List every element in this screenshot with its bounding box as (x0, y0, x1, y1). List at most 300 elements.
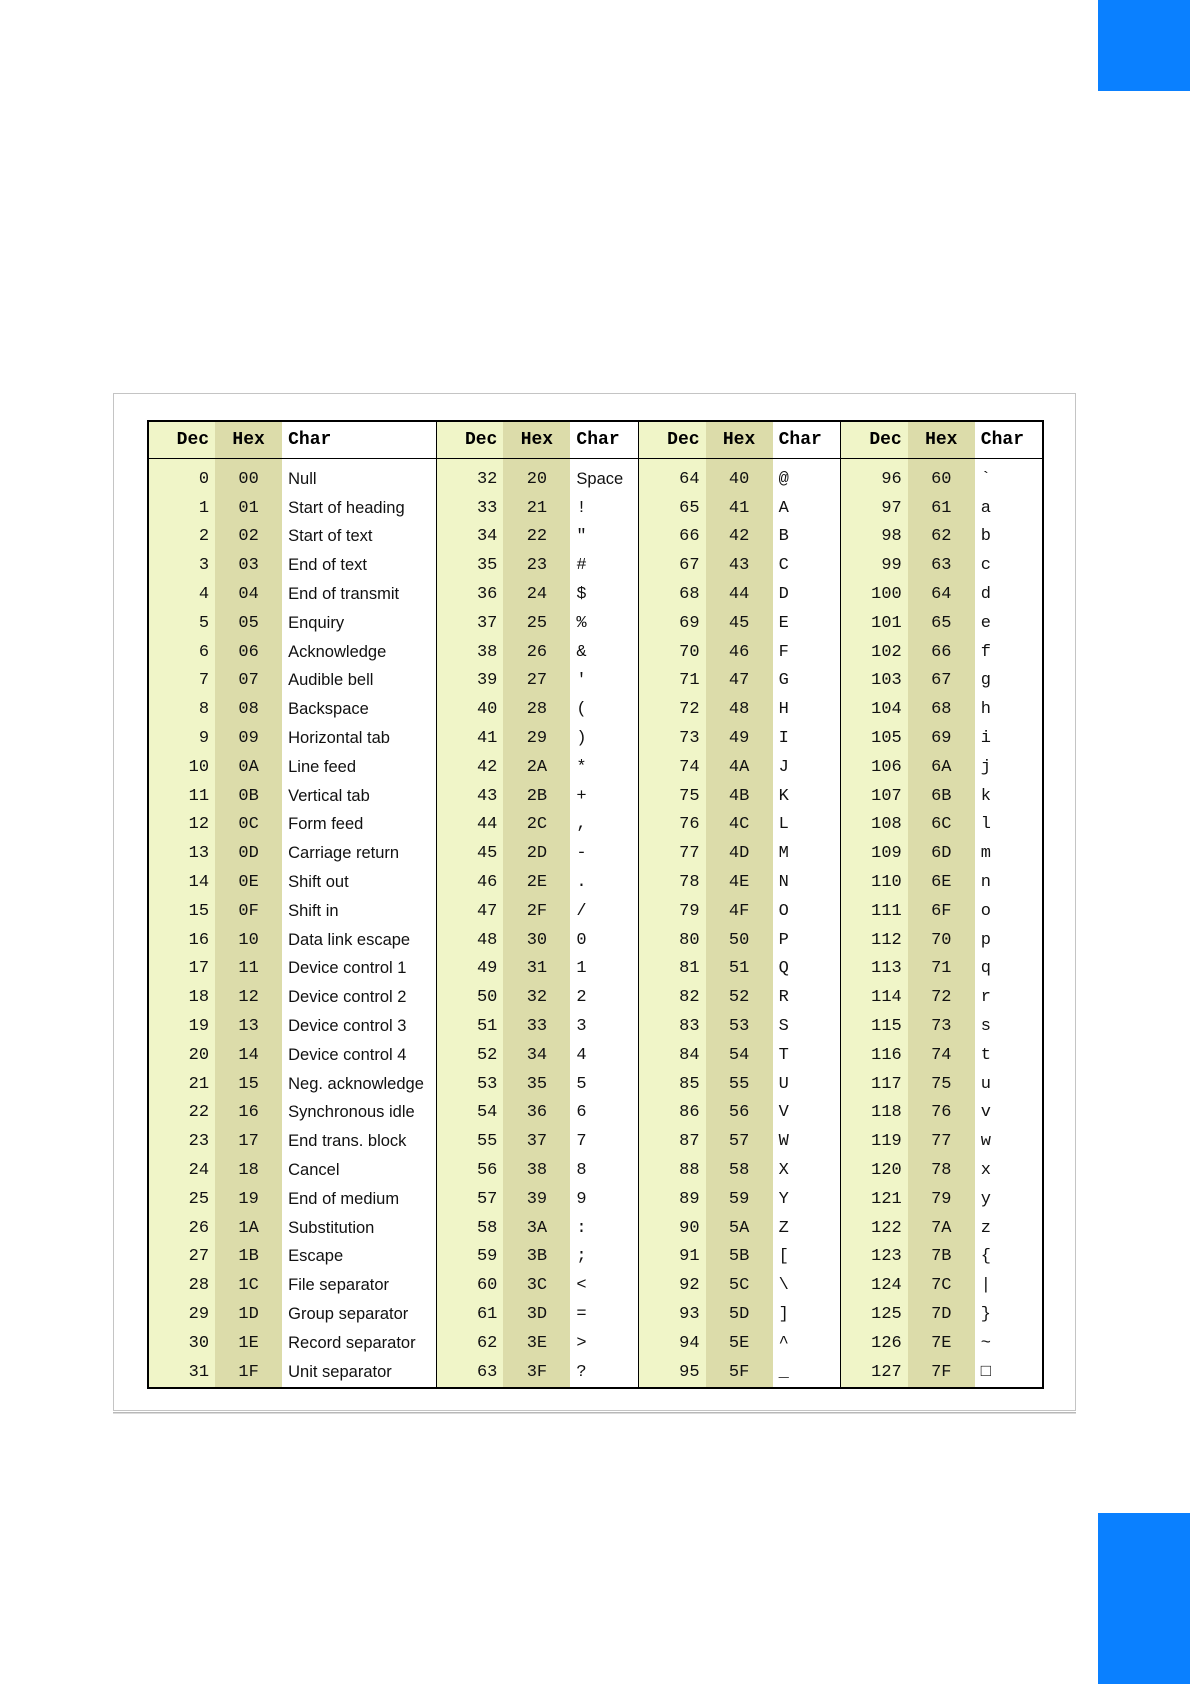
dec-cell: 10 (148, 753, 215, 782)
hex-cell: 38 (503, 1156, 570, 1185)
hex-cell: 5F (706, 1358, 773, 1388)
dec-cell: 91 (638, 1243, 705, 1272)
dec-cell: 106 (841, 753, 908, 782)
hex-cell: 00 (215, 459, 282, 494)
char-cell: , (570, 811, 638, 840)
dec-cell: 39 (436, 667, 503, 696)
dec-cell: 49 (436, 955, 503, 984)
dec-cell: 5 (148, 609, 215, 638)
hex-cell: 07 (215, 667, 282, 696)
table-row (148, 1127, 1043, 1156)
hex-cell: 2A (503, 753, 570, 782)
char-cell: Substitution (282, 1214, 436, 1243)
char-cell: n (975, 868, 1043, 897)
char-cell: Acknowledge (282, 638, 436, 667)
hex-cell: 4F (706, 897, 773, 926)
char-cell: \ (773, 1271, 841, 1300)
hex-cell: 4A (706, 753, 773, 782)
char-cell: Group separator (282, 1300, 436, 1329)
dec-cell: 44 (436, 811, 503, 840)
char-cell: x (975, 1156, 1043, 1185)
table-row (148, 983, 1043, 1012)
table-row (148, 1099, 1043, 1128)
table-row (148, 1070, 1043, 1099)
hex-cell: 1B (215, 1243, 282, 1272)
char-cell: T (773, 1041, 841, 1070)
dec-cell: 111 (841, 897, 908, 926)
table-row (148, 667, 1043, 696)
dec-cell: 103 (841, 667, 908, 696)
hex-cell: 77 (908, 1127, 975, 1156)
char-cell: o (975, 897, 1043, 926)
hex-cell: 7E (908, 1329, 975, 1358)
char-cell: 2 (570, 983, 638, 1012)
char-cell: Z (773, 1214, 841, 1243)
hex-cell: 39 (503, 1185, 570, 1214)
hex-cell: 43 (706, 551, 773, 580)
header-dec: Dec (436, 421, 503, 459)
char-cell: . (570, 868, 638, 897)
dec-cell: 86 (638, 1099, 705, 1128)
char-cell: Neg. acknowledge (282, 1070, 436, 1099)
header-dec: Dec (638, 421, 705, 459)
dec-cell: 70 (638, 638, 705, 667)
dec-cell: 107 (841, 782, 908, 811)
hex-cell: 1C (215, 1271, 282, 1300)
dec-cell: 75 (638, 782, 705, 811)
hex-cell: 40 (706, 459, 773, 494)
dec-cell: 12 (148, 811, 215, 840)
header-char: Char (975, 421, 1043, 459)
header-hex: Hex (503, 421, 570, 459)
char-cell: p (975, 926, 1043, 955)
hex-cell: 44 (706, 580, 773, 609)
char-cell: H (773, 695, 841, 724)
table-row (148, 1243, 1043, 1272)
hex-cell: 08 (215, 695, 282, 724)
dec-cell: 67 (638, 551, 705, 580)
hex-cell: 24 (503, 580, 570, 609)
hex-cell: 13 (215, 1012, 282, 1041)
dec-cell: 116 (841, 1041, 908, 1070)
hex-cell: 59 (706, 1185, 773, 1214)
hex-cell: 5D (706, 1300, 773, 1329)
char-cell: A (773, 494, 841, 523)
dec-cell: 36 (436, 580, 503, 609)
char-cell: Cancel (282, 1156, 436, 1185)
table-row (148, 753, 1043, 782)
char-cell: O (773, 897, 841, 926)
hex-cell: 52 (706, 983, 773, 1012)
hex-cell: 34 (503, 1041, 570, 1070)
dec-cell: 40 (436, 695, 503, 724)
char-cell: C (773, 551, 841, 580)
char-cell: Start of text (282, 523, 436, 552)
char-cell: Enquiry (282, 609, 436, 638)
char-cell: End of medium (282, 1185, 436, 1214)
char-cell: Data link escape (282, 926, 436, 955)
dec-cell: 89 (638, 1185, 705, 1214)
hex-cell: 1D (215, 1300, 282, 1329)
dec-cell: 78 (638, 868, 705, 897)
hex-cell: 35 (503, 1070, 570, 1099)
hex-cell: 2C (503, 811, 570, 840)
hex-cell: 33 (503, 1012, 570, 1041)
dec-cell: 84 (638, 1041, 705, 1070)
char-cell: f (975, 638, 1043, 667)
hex-cell: 2E (503, 868, 570, 897)
hex-cell: 12 (215, 983, 282, 1012)
dec-cell: 51 (436, 1012, 503, 1041)
char-cell: # (570, 551, 638, 580)
hex-cell: 49 (706, 724, 773, 753)
char-cell: q (975, 955, 1043, 984)
dec-cell: 32 (436, 459, 503, 494)
hex-cell: 0C (215, 811, 282, 840)
dec-cell: 64 (638, 459, 705, 494)
dec-cell: 42 (436, 753, 503, 782)
dec-cell: 27 (148, 1243, 215, 1272)
char-cell: Space (570, 459, 638, 494)
table-row (148, 494, 1043, 523)
page-tab-marker-bottom (1098, 1513, 1190, 1684)
hex-cell: 5B (706, 1243, 773, 1272)
dec-cell: 77 (638, 839, 705, 868)
char-cell: k (975, 782, 1043, 811)
dec-cell: 61 (436, 1300, 503, 1329)
char-cell: ! (570, 494, 638, 523)
hex-cell: 18 (215, 1156, 282, 1185)
dec-cell: 31 (148, 1358, 215, 1388)
char-cell: v (975, 1099, 1043, 1128)
dec-cell: 58 (436, 1214, 503, 1243)
char-cell: L (773, 811, 841, 840)
dec-cell: 53 (436, 1070, 503, 1099)
char-cell: Backspace (282, 695, 436, 724)
char-cell: Line feed (282, 753, 436, 782)
table-row (148, 580, 1043, 609)
char-cell: Unit separator (282, 1358, 436, 1388)
hex-cell: 70 (908, 926, 975, 955)
char-cell: z (975, 1214, 1043, 1243)
char-cell: > (570, 1329, 638, 1358)
table-row (148, 839, 1043, 868)
hex-cell: 0E (215, 868, 282, 897)
char-cell: M (773, 839, 841, 868)
dec-cell: 121 (841, 1185, 908, 1214)
char-cell: J (773, 753, 841, 782)
hex-cell: 5C (706, 1271, 773, 1300)
dec-cell: 66 (638, 523, 705, 552)
dec-cell: 115 (841, 1012, 908, 1041)
char-cell: : (570, 1214, 638, 1243)
hex-cell: 58 (706, 1156, 773, 1185)
dec-cell: 72 (638, 695, 705, 724)
hex-cell: 6F (908, 897, 975, 926)
char-cell: b (975, 523, 1043, 552)
table-row (148, 955, 1043, 984)
hex-cell: 5E (706, 1329, 773, 1358)
dec-cell: 3 (148, 551, 215, 580)
dec-cell: 97 (841, 494, 908, 523)
table-header-row (148, 421, 1043, 459)
char-cell: " (570, 523, 638, 552)
dec-cell: 117 (841, 1070, 908, 1099)
dec-cell: 105 (841, 724, 908, 753)
dec-cell: 24 (148, 1156, 215, 1185)
hex-cell: 14 (215, 1041, 282, 1070)
char-cell: Audible bell (282, 667, 436, 696)
dec-cell: 74 (638, 753, 705, 782)
char-cell: } (975, 1300, 1043, 1329)
dec-cell: 33 (436, 494, 503, 523)
dec-cell: 46 (436, 868, 503, 897)
hex-cell: 4D (706, 839, 773, 868)
hex-cell: 4C (706, 811, 773, 840)
char-cell: _ (773, 1358, 841, 1388)
hex-cell: 15 (215, 1070, 282, 1099)
hex-cell: 0B (215, 782, 282, 811)
char-cell: i (975, 724, 1043, 753)
dec-cell: 55 (436, 1127, 503, 1156)
hex-cell: 3F (503, 1358, 570, 1388)
dec-cell: 113 (841, 955, 908, 984)
hex-cell: 28 (503, 695, 570, 724)
dec-cell: 109 (841, 839, 908, 868)
dec-cell: 28 (148, 1271, 215, 1300)
hex-cell: 1E (215, 1329, 282, 1358)
page-tab-marker-top (1098, 0, 1190, 91)
hex-cell: 03 (215, 551, 282, 580)
hex-cell: 53 (706, 1012, 773, 1041)
hex-cell: 21 (503, 494, 570, 523)
dec-cell: 96 (841, 459, 908, 494)
char-cell: s (975, 1012, 1043, 1041)
hex-cell: 51 (706, 955, 773, 984)
hex-cell: 76 (908, 1099, 975, 1128)
dec-cell: 68 (638, 580, 705, 609)
char-cell: P (773, 926, 841, 955)
char-cell: ? (570, 1358, 638, 1388)
table-row (148, 695, 1043, 724)
hex-cell: 48 (706, 695, 773, 724)
char-cell: F (773, 638, 841, 667)
hex-cell: 04 (215, 580, 282, 609)
dec-cell: 35 (436, 551, 503, 580)
table-row (148, 1300, 1043, 1329)
hex-cell: 74 (908, 1041, 975, 1070)
dec-cell: 94 (638, 1329, 705, 1358)
char-cell: Device control 2 (282, 983, 436, 1012)
dec-cell: 73 (638, 724, 705, 753)
table-row (148, 782, 1043, 811)
char-cell: 3 (570, 1012, 638, 1041)
dec-cell: 98 (841, 523, 908, 552)
hex-cell: 32 (503, 983, 570, 1012)
char-cell: g (975, 667, 1043, 696)
char-cell: 8 (570, 1156, 638, 1185)
hex-cell: 3A (503, 1214, 570, 1243)
char-cell: Device control 4 (282, 1041, 436, 1070)
char-cell: End of text (282, 551, 436, 580)
hex-cell: 61 (908, 494, 975, 523)
hex-cell: 7B (908, 1243, 975, 1272)
hex-cell: 7F (908, 1358, 975, 1388)
dec-cell: 76 (638, 811, 705, 840)
hex-cell: 27 (503, 667, 570, 696)
char-cell: Y (773, 1185, 841, 1214)
hex-cell: 0F (215, 897, 282, 926)
hex-cell: 23 (503, 551, 570, 580)
table-row (148, 1358, 1043, 1388)
dec-cell: 48 (436, 926, 503, 955)
char-cell: ' (570, 667, 638, 696)
char-cell: Horizontal tab (282, 724, 436, 753)
hex-cell: 29 (503, 724, 570, 753)
table-row (148, 1329, 1043, 1358)
char-cell: t (975, 1041, 1043, 1070)
char-cell: End of transmit (282, 580, 436, 609)
hex-cell: 01 (215, 494, 282, 523)
dec-cell: 82 (638, 983, 705, 1012)
char-cell: Q (773, 955, 841, 984)
header-char: Char (773, 421, 841, 459)
char-cell: m (975, 839, 1043, 868)
dec-cell: 122 (841, 1214, 908, 1243)
hex-cell: 4B (706, 782, 773, 811)
dec-cell: 47 (436, 897, 503, 926)
hex-cell: 26 (503, 638, 570, 667)
hex-cell: 1F (215, 1358, 282, 1388)
dec-cell: 8 (148, 695, 215, 724)
char-cell: ^ (773, 1329, 841, 1358)
hex-cell: 0A (215, 753, 282, 782)
char-cell: & (570, 638, 638, 667)
char-cell: | (975, 1271, 1043, 1300)
char-cell: - (570, 839, 638, 868)
dec-cell: 92 (638, 1271, 705, 1300)
hex-cell: 6C (908, 811, 975, 840)
hex-cell: 3B (503, 1243, 570, 1272)
char-cell: R (773, 983, 841, 1012)
dec-cell: 71 (638, 667, 705, 696)
char-cell: End trans. block (282, 1127, 436, 1156)
dec-cell: 125 (841, 1300, 908, 1329)
hex-cell: 54 (706, 1041, 773, 1070)
char-cell: < (570, 1271, 638, 1300)
char-cell: ~ (975, 1329, 1043, 1358)
dec-cell: 126 (841, 1329, 908, 1358)
dec-cell: 50 (436, 983, 503, 1012)
hex-cell: 64 (908, 580, 975, 609)
dec-cell: 16 (148, 926, 215, 955)
char-cell: * (570, 753, 638, 782)
hex-cell: 41 (706, 494, 773, 523)
dec-cell: 63 (436, 1358, 503, 1388)
char-cell: Shift in (282, 897, 436, 926)
hex-cell: 6E (908, 868, 975, 897)
dec-cell: 29 (148, 1300, 215, 1329)
hex-cell: 30 (503, 926, 570, 955)
hex-cell: 1A (215, 1214, 282, 1243)
char-cell: D (773, 580, 841, 609)
dec-cell: 79 (638, 897, 705, 926)
dec-cell: 90 (638, 1214, 705, 1243)
dec-cell: 108 (841, 811, 908, 840)
char-cell: ` (975, 459, 1043, 494)
hex-cell: 05 (215, 609, 282, 638)
figure-bottom-rule (113, 1412, 1076, 1414)
header-char: Char (282, 421, 436, 459)
char-cell: 1 (570, 955, 638, 984)
dec-cell: 13 (148, 839, 215, 868)
header-dec: Dec (841, 421, 908, 459)
table-row (148, 1271, 1043, 1300)
char-cell: E (773, 609, 841, 638)
dec-cell: 7 (148, 667, 215, 696)
table-row (148, 1214, 1043, 1243)
dec-cell: 127 (841, 1358, 908, 1388)
char-cell: 4 (570, 1041, 638, 1070)
char-cell: l (975, 811, 1043, 840)
char-cell: Shift out (282, 868, 436, 897)
dec-cell: 54 (436, 1099, 503, 1128)
char-cell: a (975, 494, 1043, 523)
hex-cell: 6A (908, 753, 975, 782)
hex-cell: 4E (706, 868, 773, 897)
char-cell: X (773, 1156, 841, 1185)
dec-cell: 6 (148, 638, 215, 667)
char-cell: 9 (570, 1185, 638, 1214)
char-cell: ( (570, 695, 638, 724)
char-cell: c (975, 551, 1043, 580)
dec-cell: 93 (638, 1300, 705, 1329)
hex-cell: 6B (908, 782, 975, 811)
dec-cell: 21 (148, 1070, 215, 1099)
char-cell: 6 (570, 1099, 638, 1128)
hex-cell: 69 (908, 724, 975, 753)
table-row (148, 868, 1043, 897)
char-cell: + (570, 782, 638, 811)
hex-cell: 45 (706, 609, 773, 638)
dec-cell: 118 (841, 1099, 908, 1128)
table-row (148, 811, 1043, 840)
char-cell: y (975, 1185, 1043, 1214)
hex-cell: 7A (908, 1214, 975, 1243)
char-cell: K (773, 782, 841, 811)
dec-cell: 37 (436, 609, 503, 638)
char-cell: Carriage return (282, 839, 436, 868)
hex-cell: 72 (908, 983, 975, 1012)
char-cell: I (773, 724, 841, 753)
hex-cell: 62 (908, 523, 975, 552)
hex-cell: 16 (215, 1099, 282, 1128)
dec-cell: 81 (638, 955, 705, 984)
dec-cell: 0 (148, 459, 215, 494)
dec-cell: 88 (638, 1156, 705, 1185)
dec-cell: 112 (841, 926, 908, 955)
dec-cell: 95 (638, 1358, 705, 1388)
char-cell: @ (773, 459, 841, 494)
char-cell: j (975, 753, 1043, 782)
char-cell: { (975, 1243, 1043, 1272)
dec-cell: 41 (436, 724, 503, 753)
char-cell: 0 (570, 926, 638, 955)
hex-cell: 71 (908, 955, 975, 984)
char-cell: Vertical tab (282, 782, 436, 811)
dec-cell: 15 (148, 897, 215, 926)
hex-cell: 68 (908, 695, 975, 724)
